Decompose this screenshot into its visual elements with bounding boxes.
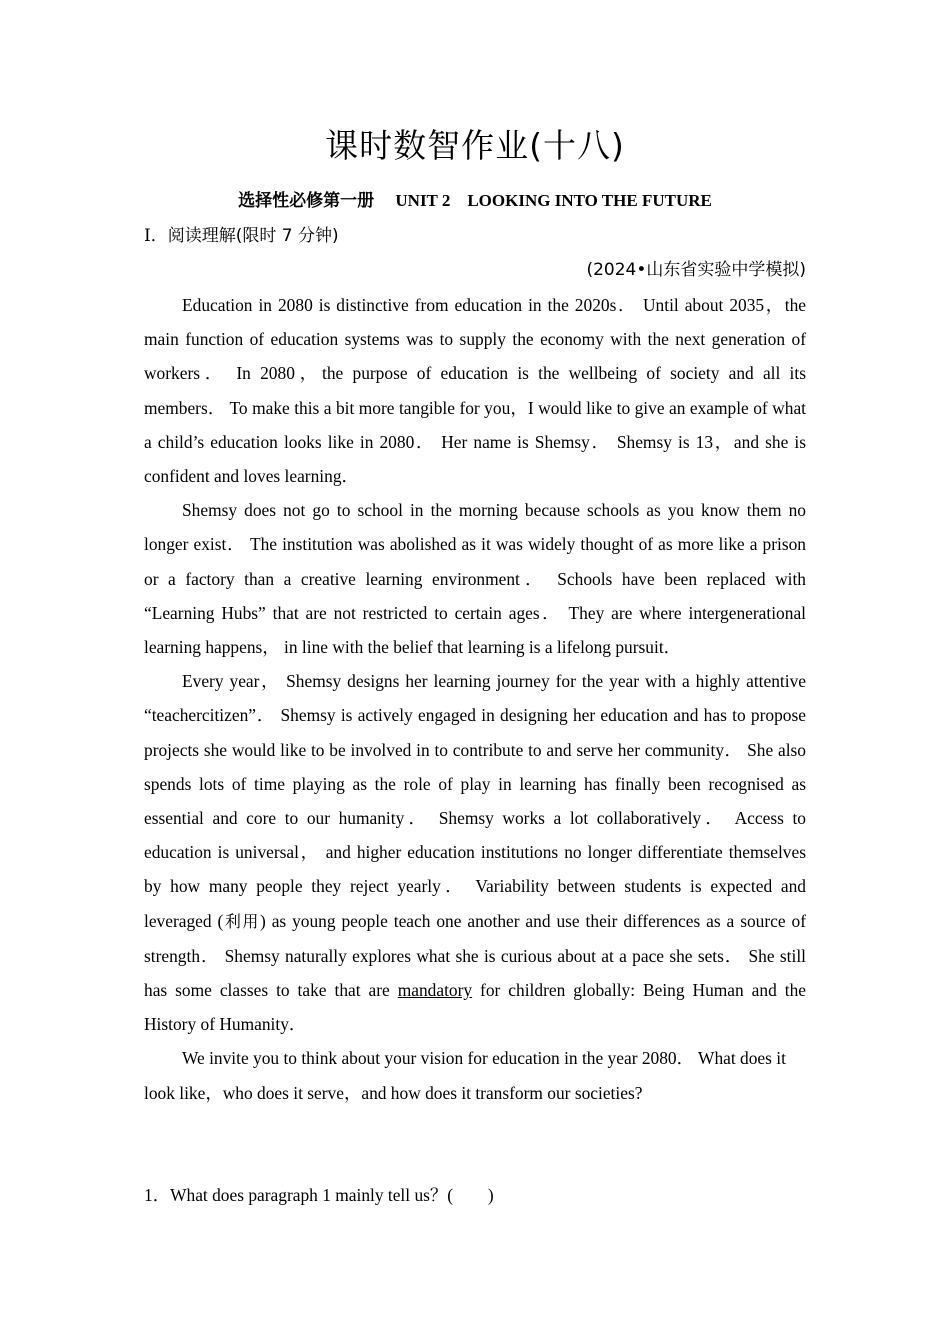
unit-name: UNIT 2 LOOKING INTO THE FUTURE [395, 191, 712, 210]
section-label: 阅读理解 [167, 226, 236, 246]
textbook-volume: 选择性必修第一册 [238, 191, 375, 211]
gloss-leveraged: 利用 [223, 911, 260, 931]
section-number: Ⅰ． [144, 226, 168, 245]
paragraph-4: We invite you to think about your vision for education in the year 2080． What does it look like，who does it serve，and how does it transform our societies? [144, 1048, 786, 1103]
question-text: What does paragraph 1 mainly tell us？( ) [170, 1185, 494, 1205]
section-time-limit: (限时 7 分钟) [235, 226, 339, 246]
passage-source: (2024•山东省实验中学模拟) [586, 260, 806, 280]
paragraph-2: Shemsy does not go to school in the morning because schools as you know them no longer exist． The institution was abolished as it was widely thought of as more like a prison or a factory than a creative learning environment． Schools have been replaced with “Learning Hubs” that are not restricted to certain ages． They are where intergenerational learning happens， in line with the belief that learning is a lifelong pursuit． [144, 500, 806, 658]
question-number: 1． [144, 1185, 171, 1205]
paragraph-1: Education in 2080 is distinctive from education in the 2020s． Until about 2035，the main function of education systems was to supply the economy with the next generation of workers． In 2080，the purpose of education is the wellbeing of society and all its members． To make this a bit more tangible for you，I would like to give an example of what a child’s education looks like in 2080． Her name is Shemsy． Shemsy is 13，and she is confident and loves learning． [144, 295, 806, 487]
page-title: 课时数智作业(十八) [325, 126, 625, 165]
paragraph-3: Every year， Shemsy designs her learning journey for the year with a highly attentive “teachercitizen”． Shemsy is actively engaged in designing her education and has to propose projects she would like to be involved in to contribute to and serve her community． She also spends lots of time playing as the role of play in learning has finally been recognised as essential and core to our humanity． Shemsy works a lot collaboratively． Access to education is universal， and higher education institutions no longer differentiate themselves by how many people they reject yearly． Variability between students is expected and leveraged (利用) as young people teach one another and use their differences as a source of strength． Shemsy naturally explores what she is curious about at a pace she sets． She still has some classes to take that are mandatory for children globally: Being Human and the History of Humanity． [144, 671, 806, 1035]
underlined-word: mandatory [397, 980, 473, 1001]
section-heading [144, 224, 339, 248]
reading-passage [144, 288, 806, 1110]
question-1 [144, 1183, 494, 1207]
unit-subtitle [144, 189, 806, 213]
